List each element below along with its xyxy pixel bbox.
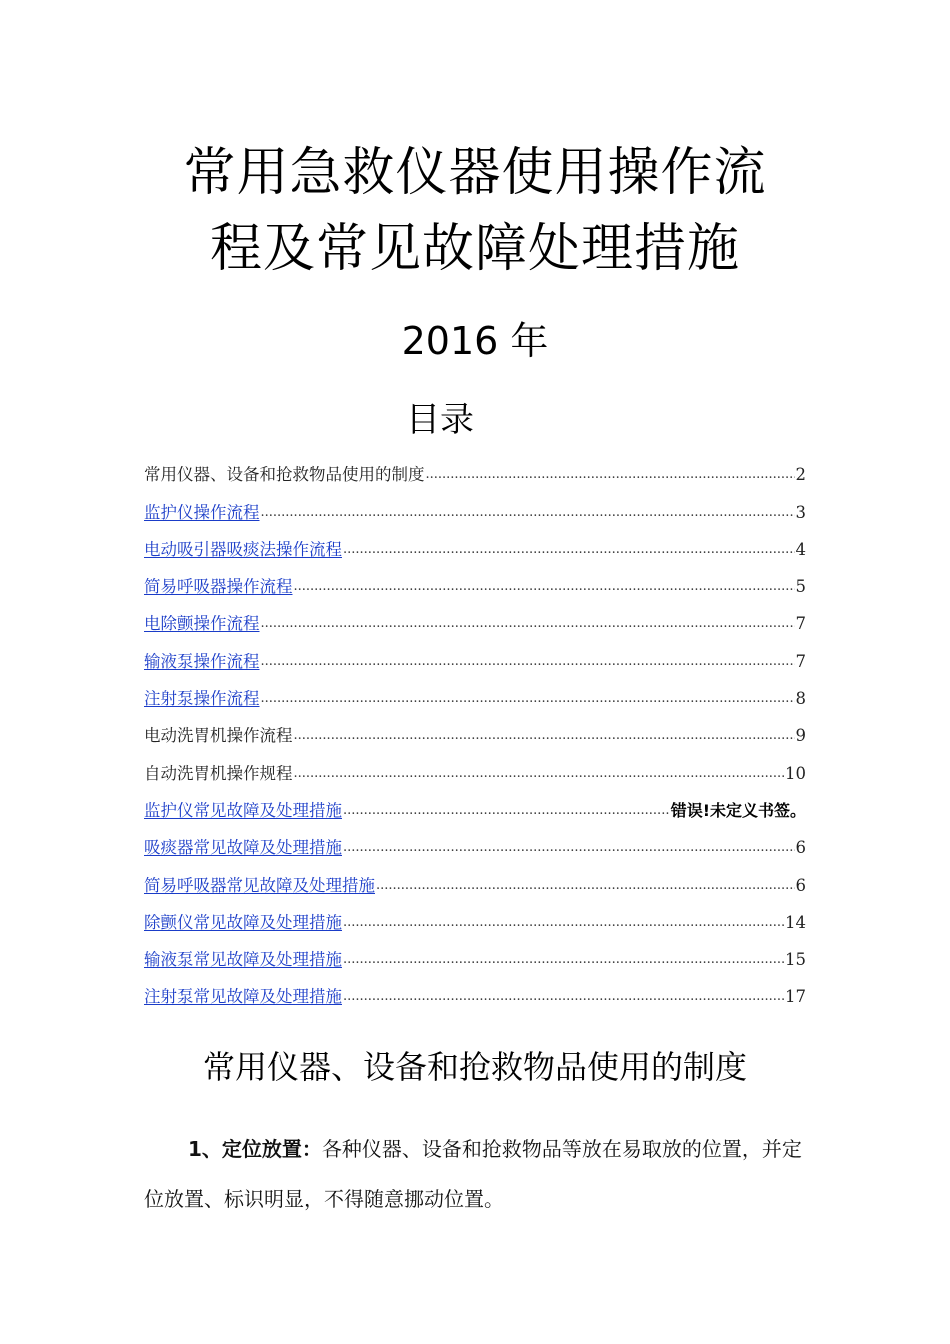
toc-page-number: 17 [785,987,806,1007]
toc-leader-dots [261,652,795,672]
toc-page-number: 3 [795,502,806,522]
section-paragraph [144,1124,808,1224]
toc-entry[interactable] [144,825,806,862]
toc-page-number: 5 [795,577,806,597]
toc-entry [144,750,806,787]
toc-leader-dots [343,913,784,933]
toc-entry-link[interactable]: 吸痰器常见故障及处理措施 [144,838,342,858]
toc-entry-link[interactable]: 注射泵常见故障及处理措施 [144,987,342,1007]
toc-heading: 目录 [406,400,474,440]
toc-entry-link[interactable]: 除颤仪常见故障及处理措施 [144,912,342,932]
toc-entry[interactable] [144,900,806,937]
toc-entry-link[interactable]: 注射泵操作流程 [144,689,260,709]
toc-leader-dots [261,689,795,709]
table-of-contents [144,452,806,1011]
toc-entry-label: 电动洗胃机操作流程 [144,726,293,746]
toc-leader-dots [376,876,795,896]
toc-leader-dots [343,987,784,1007]
toc-page-number: 15 [785,950,806,970]
toc-entry[interactable] [144,489,806,526]
toc-entry[interactable] [144,788,806,825]
toc-entry-link[interactable]: 监护仪操作流程 [144,502,260,522]
toc-page-number: 10 [785,763,806,783]
toc-entry-label: 自动洗胃机操作规程 [144,763,293,783]
toc-entry[interactable] [144,676,806,713]
toc-entry[interactable] [144,974,806,1011]
toc-entry[interactable] [144,638,806,675]
toc-entry[interactable] [144,564,806,601]
toc-leader-dots [343,540,795,560]
toc-page-number: 2 [795,465,806,485]
toc-entry-link[interactable]: 输液泵常见故障及处理措施 [144,950,342,970]
toc-page-number: 4 [795,539,806,559]
toc-page-number: 6 [795,875,806,895]
toc-entry-label: 常用仪器、设备和抢救物品使用的制度 [144,465,425,485]
toc-entry-link[interactable]: 简易呼吸器操作流程 [144,577,293,597]
document-year: 2016 年 [401,319,549,363]
document-title-line-2: 程及常见故障处理措施 [209,219,740,279]
toc-leader-dots [343,801,670,821]
toc-entry [144,713,806,750]
paragraph-lead: 1、定位放置： [188,1137,322,1161]
paragraph-text: 各种仪器、设备和抢救物品等放在易取放的位置，并定位放置、标识明显，不得随意挪动位置。 [144,1137,802,1211]
toc-entry[interactable] [144,937,806,974]
toc-entry-link[interactable]: 输液泵操作流程 [144,651,260,671]
toc-page-number: 6 [795,838,806,858]
toc-leader-dots [261,614,795,634]
toc-leader-dots [426,465,795,485]
toc-entry[interactable] [144,862,806,899]
toc-entry-link[interactable]: 电除颤操作流程 [144,614,260,634]
toc-entry[interactable] [144,527,806,564]
toc-entry-link[interactable]: 电动吸引器吸痰法操作流程 [144,539,342,559]
toc-entry[interactable] [144,601,806,638]
toc-leader-dots [261,503,795,523]
toc-entry-link[interactable]: 监护仪常见故障及处理措施 [144,800,342,820]
toc-page-number: 7 [795,614,806,634]
toc-page-number: 错误!未定义书签。 [670,800,806,820]
document-title-line-1: 常用急救仪器使用操作流 [183,143,767,203]
toc-leader-dots [294,577,795,597]
section-heading: 常用仪器、设备和抢救物品使用的制度 [202,1048,747,1086]
toc-leader-dots [294,726,795,746]
toc-page-number: 9 [795,726,806,746]
toc-entry [144,452,806,489]
toc-leader-dots [343,950,784,970]
toc-leader-dots [343,838,795,858]
toc-entry-link[interactable]: 简易呼吸器常见故障及处理措施 [144,875,375,895]
toc-page-number: 7 [795,651,806,671]
toc-page-number: 8 [795,689,806,709]
toc-page-number: 14 [785,912,806,932]
toc-leader-dots [294,764,785,784]
